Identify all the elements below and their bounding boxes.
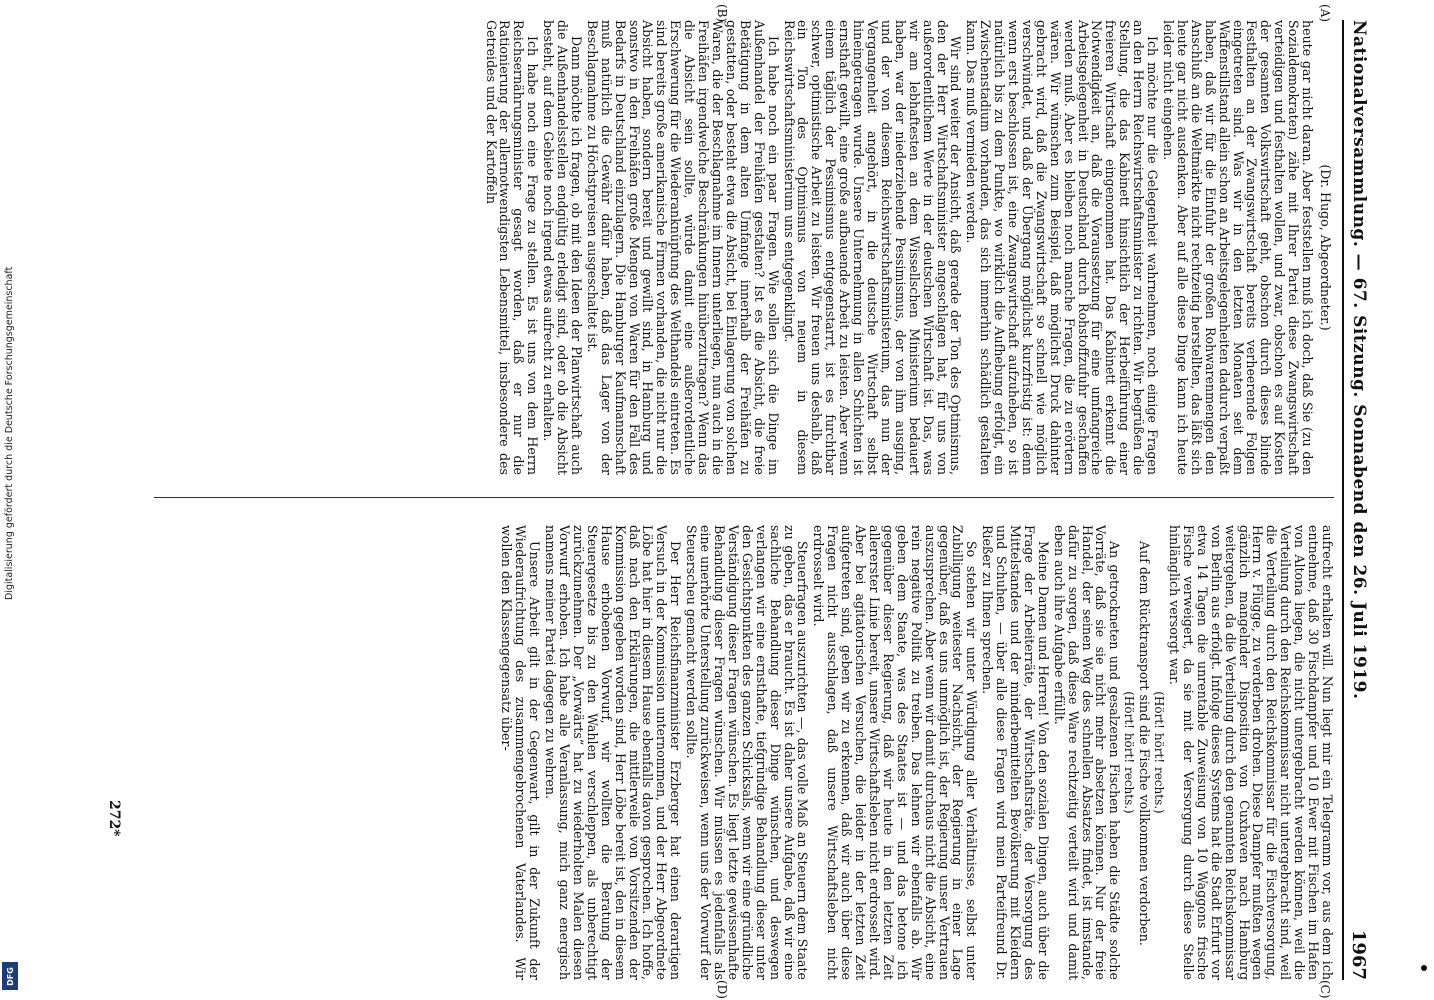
left-column [154,20,1334,475]
dfg-logo-text: DFG [5,966,15,986]
paragraph: Ich möchte nur die Gelegenheit wahrnehmen, noch einige Fragen an den Herrn Reichswirtschaftsminister zu richten. Wir begrüßen die Stellung, die das Kabinett hinsichtlich der Herbeiführung einer freieren Wirtschaft eingenommen hat. Das Kabinett erkennt die Notwendigkeit an, daß die Voraussetzung für eine umfangreiche Arbeitsgelegenheit in Deutschland durch Rohstoffzufuhr geschaffen werden muß. Aber es bleiben noch manche Fragen, die zu erörtern wären. Wir wünschen zum Beispiel, daß möglichst Druck dahinter gebracht wird, daß die Zwangswirtschaft so schnell wie möglich verschwindet, und daß der Übergang möglichst kurzfristig ist: denn wenn erst beschlossen ist, eine Zwangswirtschaft aufzuheben, so ist natürlich bis zu dem Punkte, wo wirklich die Aufhebung erfolgt, ein Zwischenstadium vorhanden, das sich immerhin schädlich gestalten kann. Das muß vermieden werden. [964,20,1161,475]
paragraph: Meine Damen und Herren! Von den sozialen Dingen, auch über die Frage der Arbeiterräte, der Wirtschaftsräte, der Versorgung des Mittelstandes und der minderbemittelten Bevölkerung mit Kleidern und Schuhen, — über alle diese Fragen wird mein Parteifreund Dr. Rießer zu Ihnen sprechen. [980,525,1051,980]
digitization-credit: Digitalisierung gefördert durch die Deutsche Forschungsgemeinschaft [4,266,15,600]
bullet-dot [1421,965,1427,971]
paragraph: Unsere Arbeit gilt in der Gegenwart, gilt in der Zukunft der Wiederaufrichtung des zusammengebrochenen Vaterlandes. Wir wollen den Klassengegensatz über- [499,525,543,980]
paragraph: So stehen wir unter Würdigung aller Verhältnisse, selbst unter Zubilligung weitester Nachsicht, der Regierung in einer Lage gegenüber, daß es uns unmöglich ist, der Regierung unser Vertrauen auszusprechen. Aber wenn wir damit durchaus nicht die Absicht, eine rein negative Politik zu treiben. Das lehnen wir ebenfalls ab. Wir geben dem Staate, was des Staates ist — und das betone ich gegenüber dieser Regierung, daß wir heute in den letzten Zeit allererster Linie bereit, unsere Wirtschaftsleben nicht erdrosselt wird. Aber bei agitatorischen Versuchen, die leider in der letzten Zeit aufgetreten sind, geben wir zu erkennen, daß wir auch über diese Fragen nicht ausschlagen, daß unsere Wirtschaftsleben nicht erdrosselt wird. [811,525,980,980]
interjection: (Hört! hört! rechts.) [1122,691,1137,814]
margin-marker-c: (C) [1318,980,1332,999]
paragraph: Ich habe noch ein paar Fragen. Wie sollen sich die Dinge im Außenhandel der Freihäfen gestalten? Ist es die Absicht, die freie Betätigung in dem alten Umfange innerhalb der Freihäfen zu gestatten, oder besteht etwa die Absicht, bei Einlagerung von solchen Waren, die der Beschlagnahme im Innern unterliegen, nun auch in die Freihäfen irgendwelche Beschränkungen hinüberzutragen? Wenn das die Absicht sein sollte, würde damit eine außerordentliche Erschwerung für die Wiederanknüpfung des Welthandels eintreten. Es sind bereits große amerikanische Firmen vorhanden, die nicht nur die Absicht haben, sondern bereit und gewillt sind, in Hamburg und sonstwo in den Freihäfen große Mengen von Waren für den Fall des Bedarfs in Deutschland einzulagern. Die Hamburger Kaufmannschaft muß natürlich die Gewähr dafür haben, daß das Lager von der Beschlagnahme zu Höchstpreisen ausgeschaltet ist. [584,20,781,475]
paragraph: Dann möchte ich fragen, ob mit den Ideen der Planwirtschaft auch die Außenhandelsstellen endgültig erledigt sind, oder ob die Absicht besteht, auf dem Gebiete noch irgend etwas aufrecht zu erhalten. [541,20,584,475]
interjection: (Hört! hört! rechts.) [1152,691,1167,814]
header-page-number: 1967 [1348,929,1370,980]
column-divider [154,497,1334,498]
right-column [154,525,1334,980]
header-title: Nationalversammlung. — 67. Sitzung. Sonnabend den 26. Juli 1919. [1349,20,1369,700]
page-header [1342,20,1374,980]
paragraph: An getrockneten und gesalzenen Fischen haben die Städte solche Vorräte, daß sie sie nicht mehr absetzen können. Nur der freie Handel, der seinen Weg des schnellen Absatzes findet, ist imstande, dafür zu sorgen, daß diese Ware rechtzeitig verteilt wird und damit eben auch ihre Aufgabe erfüllt. [1051,525,1123,980]
dfg-logo [2,962,18,990]
paragraph: Der Herr Reichsfinanzminister Erzberger hat einen derartigen Versuch in der Kommission unternommen, und der Herr Abgeordnete Löbe hat hier in diesem Hause ebenfalls davon gesprochen. Ich hoffe, daß nach den Erklärungen, die mittlerweile von Vorsitzenden der Kommission gegeben worden sind, Herr Löbe bereit ist, den in diesem Hause erhobenen Vorwurf, wir wollten die Beratung der Steuergesetze bis zu den Wahlen verschleppen, als unberechtigt zurückzunehmen. Der „Vorwärts“ hat zu wiederholten Malen diesen Vorwurf erhoben. Ich habe alle Veranlassung, mich ganz energisch namens meiner Partei dagegen zu wehren. [543,525,684,980]
paragraph: Auf dem Rücktransport sind die Fische vollkommen verdorben. [1137,541,1153,946]
speaker-label: (Dr. Hugo, Abgeordneter.) [1318,164,1333,331]
paragraph: aufrecht erhalten will. Nun liegt mir ein Telegramm vor, aus dem ich entnehme, daß 30 Fischdampfer und 10 Ewer mit Fischen im Hafen von Altona liegen, die nicht untergebracht werden können, weil die Verteilung durch den Reichskommissar nicht untergebracht sind, weil die Verteilung durch den Reichskommissar für die Fischversorgung, Herrn v. Flügge, zu verderben drohen. Diese Dampfer mußten wegen gänzlich mangelnder Disposition von Cuxhaven nach Hamburg weitergehen, da die Verteilung durch den genannten Reichskommissar von Berlin aus erfolgt. Infolge dieses Systems hat die Stadt Erfurt vor etwa 14 Tagen die unrentable Zuweisung von 10 Waggons frische Fische verweigert, da sie mit der Versorgung durch diese Stelle hinlänglich versorgt war. [1167,525,1335,980]
paragraph: Ich habe noch eine Frage zu stellen. Es ist uns von dem Herrn Reichsernährungsminister gesagt worden, daß er nur die Rationierung der allernotwendigsten Lebensmittel, insbesondere des Getreides und der Kartoffeln [483,20,541,475]
margin-marker-d: (D) [715,980,729,999]
paragraph: Steuerfragen auszurichten —, das volle Maß an Steuern dem Staate zu geben, das er braucht. Es ist daher unsere Aufgabe, daß wir eine sachliche Behandlung dieser Dinge wünschen, und deswegen verlangen wir eine ernsthafte, tiefgründige Behandlung dieser unter den Gesichtspunkten des ganzen Schicksals, wenn wir eine gründliche Verständigung dieser Fragen wünschen. Es liegt letzte gewissenhafte Behandlung dieser Fragen wünschen. Wir müssen es jedenfalls als eine unerhörte Unterstellung zurückweisen, wenn uns der Vorwurf der Steuerscheu gemacht werden sollte. [684,525,811,980]
paragraph: heute gar nicht daran. Aber feststellen muß ich doch, daß Sie (zu den Sozialdemokraten) zähe mit Ihrer Partei diese Zwangswirtschaft verteidigen und festhalten wollen, und zwar, obschon es auf Kosten der gesamten Volkswirtschaft geht, obschon durch dieses blinde Festhalten an der Zwangswirtschaft bereits verheerende Folgen eingetreten sind. Was wir in den letzten Monaten seit dem Waffenstillstand allein schon an Arbeitsgelegenheiten dadurch verpaßt haben, daß wir für die Einfuhr der großen Rohwarenmengen den Anschluß an die Weltmärkte nicht rechtzeitig herstellten, das läßt sich heute gar nicht ausdenken. Aber auf alle diese Dinge kann ich heute leider nicht eingehen. [1161,20,1316,475]
paragraph: Wir sind weiter der Ansicht, daß gerade der Ton des Optimismus, den der Herr Wirtschaftsminister angeschlagen hat, für uns von außerordentlichem Werte in der deutschen Wirtschaft ist. Das, was wir am lebhaftesten an dem Wissellschen Ministerium bedauert haben, war der niederziehende Pessimismus, der von ihm ausging, und der von diesem Reichswirtschaftsministerium, das nun der Vergangenheit angehört, in die deutsche Wirtschaft selbst hineingetragen wurde. Unsere Unternehmung in allen Schichten ist ernsthaft gewillt, eine große aufbauende Arbeit zu leisten. Aber wenn einem täglich der Pessimismus entgegenstarrt, ist es furchtbar schwer, optimistische Arbeit zu leisten. Wir freuen uns deshalb, daß ein Ton des Optimismus von neuem in diesem Reichswirtschaftsministerium uns entgegenklingt. [781,20,964,475]
margin-marker-a: (A) [1318,4,1332,23]
margin-marker-b: (B) [715,4,729,23]
footer-page-code: 272* [106,800,122,837]
